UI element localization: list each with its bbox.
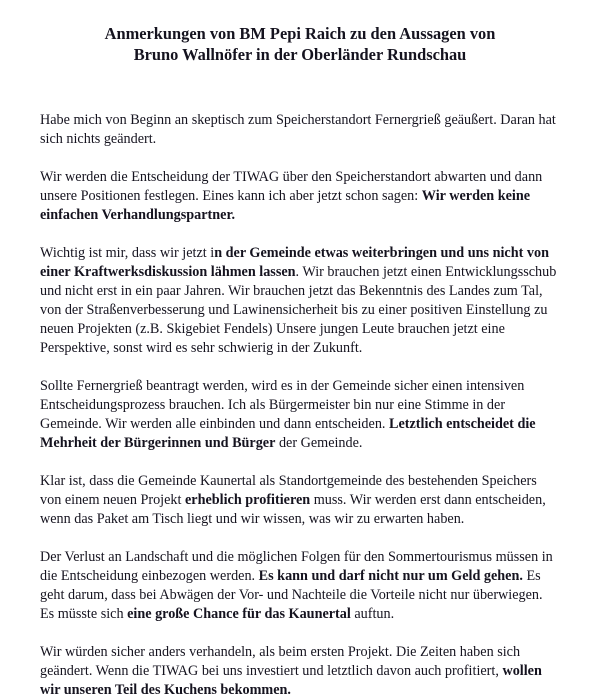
text-segment: Sollte Fernergrieß beantragt werden, wird es in der Gemeinde sicher einen intensiven Entscheidungsprozess brauchen. Ich als Bürgermeister bin nur eine Stimme in der Gemeinde. Wir werden alle einbinden und dann entscheiden.	[40, 378, 525, 432]
paragraph	[40, 168, 560, 225]
paragraph	[40, 111, 560, 149]
text-segment: Klar ist, dass die Gemeinde Kaunertal als Standortgemeinde des bestehenden Speichers von einem neuen Projekt	[40, 473, 537, 508]
text-segment: Es geht darum, dass bei Abwägen der Vor- und Nachteile die Vorteile nicht nur überwiegen. Es müsste sich	[40, 568, 543, 622]
emphasized-text: Wir werden keine einfachen Verhandlungspartner.	[40, 188, 531, 223]
text-segment: auftun.	[350, 606, 395, 622]
text-segment: der Gemeinde.	[275, 435, 363, 451]
paragraph	[40, 548, 560, 624]
emphasized-text: erheblich profitieren	[185, 492, 311, 508]
document-title	[40, 23, 560, 65]
text-segment: Wir würden sicher anders verhandeln, als beim ersten Projekt. Die Zeiten haben sich geändert. Wenn die TIWAG bei uns investiert und letztlich davon auch profitiert,	[40, 644, 521, 679]
emphasized-text: eine große Chance für das Kaunertal	[127, 606, 351, 622]
emphasized-text: n der Gemeinde etwas weiterbringen und uns nicht von einer Kraftwerksdiskussion lähmen lassen	[40, 245, 549, 280]
text-segment: muss. Wir werden erst dann entscheiden, wenn das Paket am Tisch liegt und wir wissen, was wir zu erwarten haben.	[40, 492, 546, 527]
text-segment: Der Verlust an Landschaft und die möglichen Folgen für den Sommertourismus müssen in die Entscheidung einbezogen werden.	[40, 549, 553, 584]
text-segment: . Wir brauchen jetzt einen Entwicklungsschub und nicht erst in ein paar Jahren. Wir brauchen jetzt das Bekenntnis des Landes zum Tal, von der Straßenverbesserung und Lawinensicherheit bis zu einer positiven Einstellung zu neuen Projekten (z.B. Skigebiet Fendels) Unsere jungen Leute brauchen jetzt eine Perspektive, sonst wird es sehr schwierig in der Zukunft.	[40, 264, 557, 356]
text-segment: Habe mich von Beginn an skeptisch zum Speicherstandort Fernergrieß geäußert. Daran hat sich nichts geändert.	[40, 112, 556, 147]
paragraph	[40, 377, 560, 453]
text-segment: Wir werden die Entscheidung der TIWAG über den Speicherstandort abwarten und dann unsere Positionen festlegen. Eines kann ich aber jetzt schon sagen:	[40, 169, 543, 204]
emphasized-text: Es kann und darf nicht nur um Geld gehen.	[258, 568, 523, 584]
title-line-2: Bruno Wallnöfer in der Oberländer Rundschau	[133, 45, 467, 64]
emphasized-text: Letztlich entscheidet die Mehrheit der Bürgerinnen und Bürger	[40, 416, 536, 451]
paragraph	[40, 472, 560, 529]
paragraph	[40, 643, 560, 700]
document-body	[40, 111, 560, 700]
text-segment: Wichtig ist mir, dass wir jetzt i	[40, 245, 215, 261]
paragraph	[40, 244, 560, 358]
title-line-1: Anmerkungen von BM Pepi Raich zu den Aussagen von	[104, 24, 496, 43]
emphasized-text: wollen wir unseren Teil des Kuchens bekommen.	[40, 663, 542, 698]
